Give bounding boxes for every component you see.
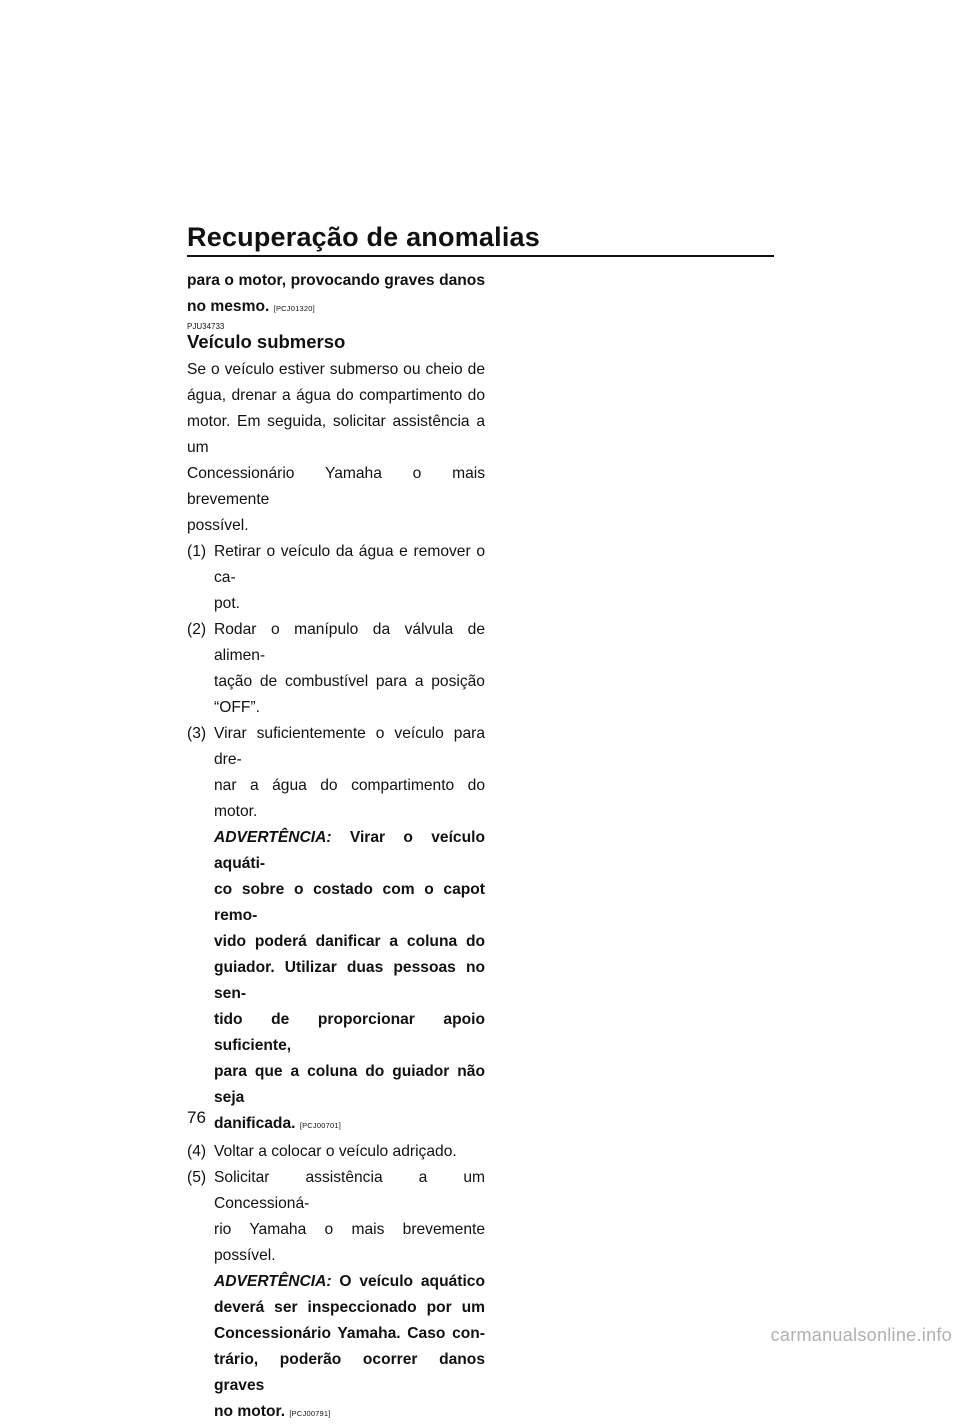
reference-code: [PCJ01320] [273,304,315,313]
step-number: (2) [187,621,207,638]
step-2 [187,617,485,721]
warning-line: deverá ser inspeccionado por um [214,1299,485,1316]
step-number: (3) [187,725,207,742]
step-line: rio Yamaha o mais brevemente possível. [214,1221,485,1264]
warning-line: trário, poderão ocorrer danos graves [214,1351,485,1394]
warning-label: ADVERTÊNCIA: [214,829,332,846]
step-4 [187,1139,485,1165]
paragraph-line: água, drenar a água do compartimento do [187,387,485,404]
reference-code: [PCJ00791] [289,1409,331,1418]
page-number: 76 [187,1108,206,1127]
step-line: Virar suficientemente o veículo para dre- [214,725,485,768]
warning-line: vido poderá danificar a coluna do [214,933,485,950]
warning-line: ADVERTÊNCIA: O veículo aquático [214,1273,485,1290]
step-line: tação de combustível para a posição [214,673,485,690]
warning-line: para que a coluna do guiador não seja [214,1063,485,1106]
intro-line-end: no mesmo. [PCJ01320] [187,298,315,315]
warning-line-end: no motor. [PCJ00791] [214,1403,331,1420]
warning-line: tido de proporcionar apoio suficiente, [214,1011,485,1054]
step-number: (4) [187,1143,207,1160]
paragraph-line: motor. Em seguida, solicitar assistência a um [187,413,485,456]
step-line: Solicitar assistência a um Concessioná- [214,1169,485,1212]
paragraph-line: possível. [187,517,249,534]
step-3 [187,721,485,1139]
step-1 [187,539,485,617]
title-divider [187,255,774,257]
warning-line: ADVERTÊNCIA: Virar o veículo aquáti- [214,829,485,872]
text-column [187,268,485,1427]
warning-line: guiador. Utilizar duas pessoas no sen- [214,959,485,1002]
step-line: Retirar o veículo da água e remover o ca- [214,543,485,586]
step-line: pot. [214,595,241,612]
warning-label: ADVERTÊNCIA: [214,1273,332,1290]
step-line: Rodar o manípulo da válvula de alimen- [214,621,485,664]
paragraph-line: Se o veículo estiver submerso ou cheio de [187,361,485,378]
reference-code: [PCJ00701] [299,1121,342,1130]
step-number: (1) [187,543,207,560]
watermark: carmanualsonline.info [770,1325,952,1345]
intro-line: para o motor, provocando graves danos [187,272,485,289]
section-code: PJU34733 [187,322,225,331]
step-line: Voltar a colocar o veículo adriçado. [214,1143,457,1160]
section-heading: Veículo submerso [187,331,346,352]
step-line: nar a água do compartimento do motor. [214,777,485,820]
page-title: Recuperação de anomalias [187,222,540,252]
step-5 [187,1165,485,1427]
warning-line-end: danificada. [PCJ00701] [214,1115,342,1132]
warning-line: co sobre o costado com o capot remo- [214,881,485,924]
paragraph-line: Concessionário Yamaha o mais brevemente [187,465,485,508]
warning-line: Concessionário Yamaha. Caso con- [214,1325,485,1342]
step-line: “OFF”. [214,699,260,716]
step-number: (5) [187,1169,207,1186]
